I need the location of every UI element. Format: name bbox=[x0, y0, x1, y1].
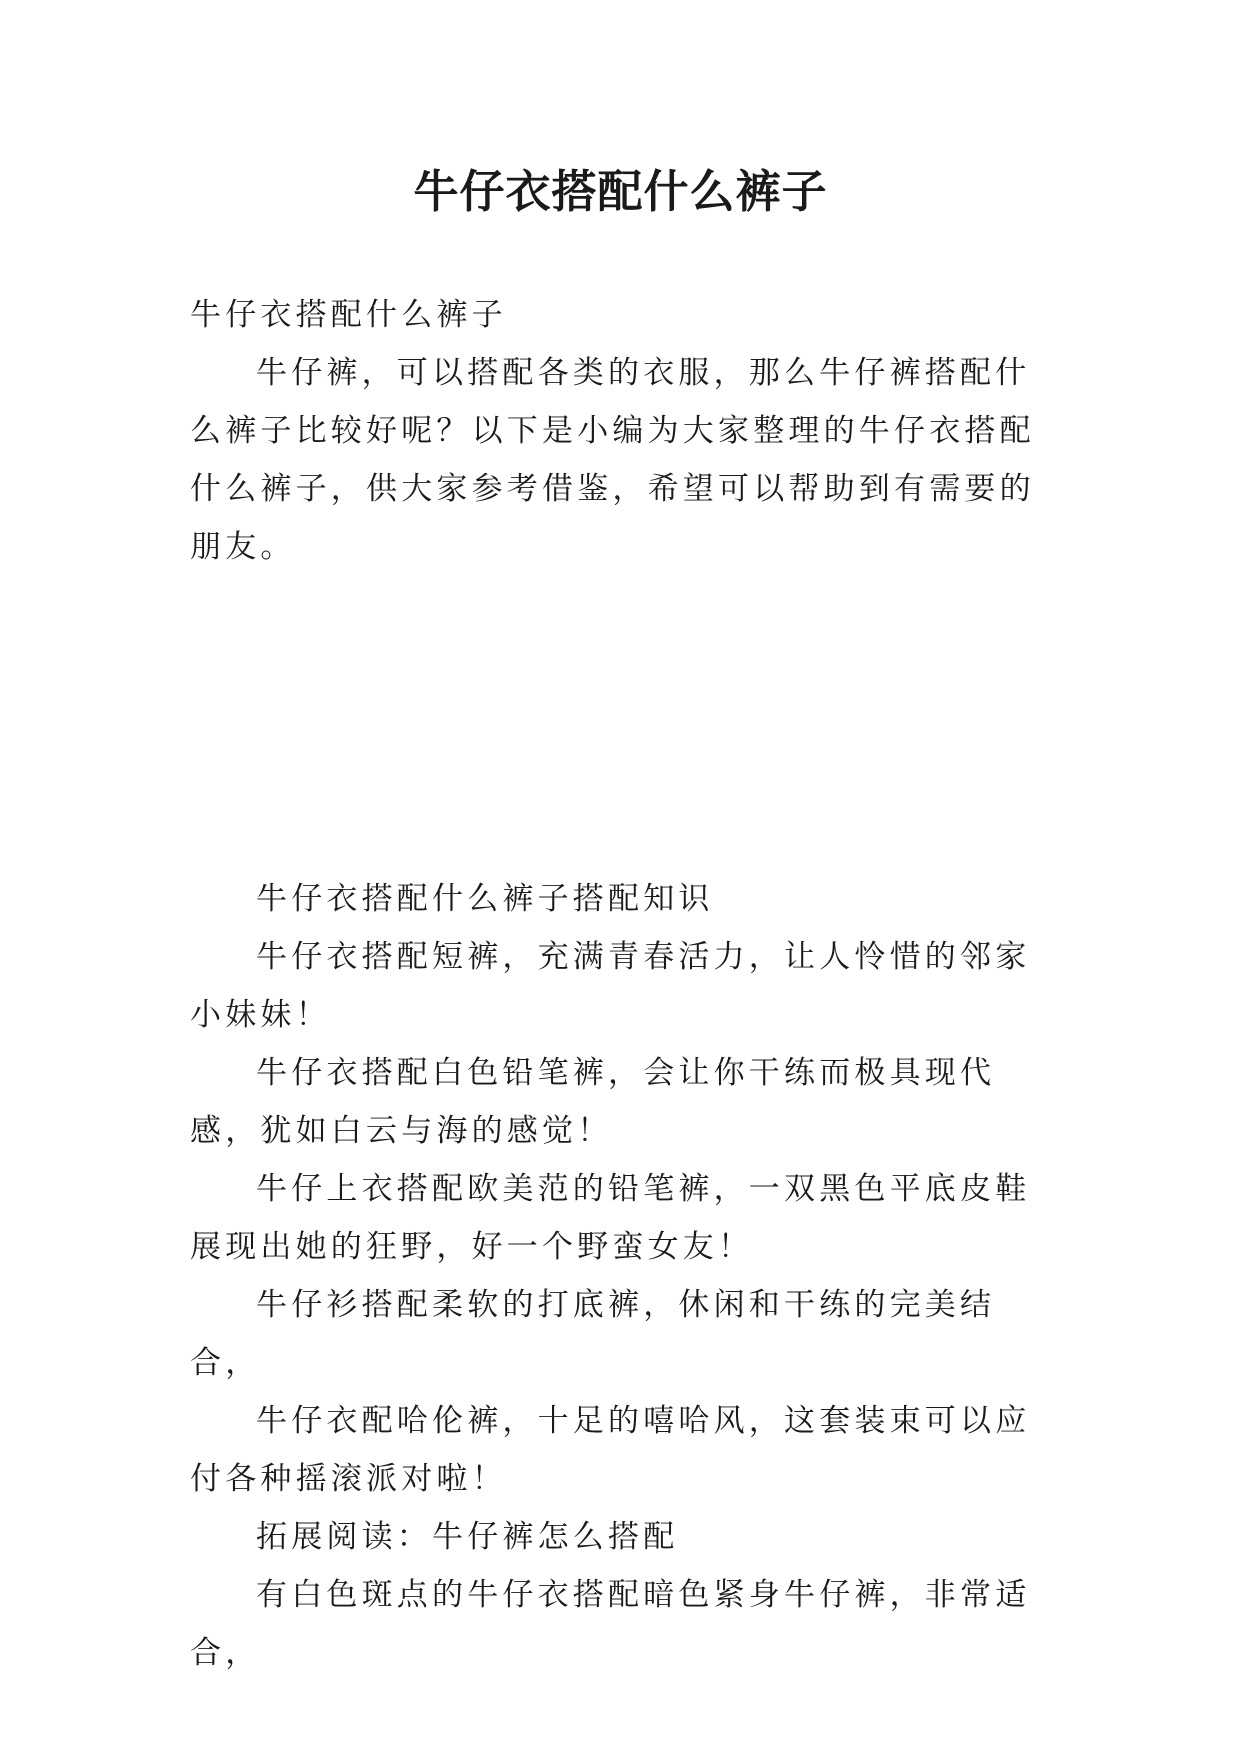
paragraph: 牛仔上衣搭配欧美范的铅笔裤，一双黑色平底皮鞋展现出她的狂野，好一个野蛮女友！ bbox=[190, 1171, 1031, 1265]
extended-reading-heading: 拓展阅读：牛仔裤怎么搭配 bbox=[256, 1519, 679, 1555]
paragraph: 牛仔衣配哈伦裤，十足的嘻哈风，这套装束可以应付各种摇滚派对啦！ bbox=[190, 1403, 1031, 1497]
intro-paragraph: 牛仔裤，可以搭配各类的衣服，那么牛仔裤搭配什么裤子比较好呢？以下是小编为大家整理的牛仔衣搭配什么裤子，供大家参考借鉴，希望可以帮助到有需要的朋友。 bbox=[190, 355, 1035, 565]
paragraph: 牛仔衣搭配白色铅笔裤，会让你干练而极具现代感，犹如白云与海的感觉！ bbox=[190, 1055, 996, 1149]
page-title: 牛仔衣搭配什么裤子 bbox=[413, 165, 828, 218]
extended-paragraph: 有白色斑点的牛仔衣搭配暗色紧身牛仔裤，非常适合， bbox=[190, 1577, 1031, 1671]
intro-section bbox=[190, 286, 1060, 576]
intro-heading: 牛仔衣搭配什么裤子 bbox=[190, 297, 507, 333]
body-section bbox=[190, 870, 1060, 1682]
section-heading: 牛仔衣搭配什么裤子搭配知识 bbox=[256, 881, 714, 917]
paragraph: 牛仔衫搭配柔软的打底裤，休闲和干练的完美结合， bbox=[190, 1287, 996, 1381]
paragraph: 牛仔衣搭配短裤，充满青春活力，让人怜惜的邻家小妹妹！ bbox=[190, 939, 1031, 1033]
